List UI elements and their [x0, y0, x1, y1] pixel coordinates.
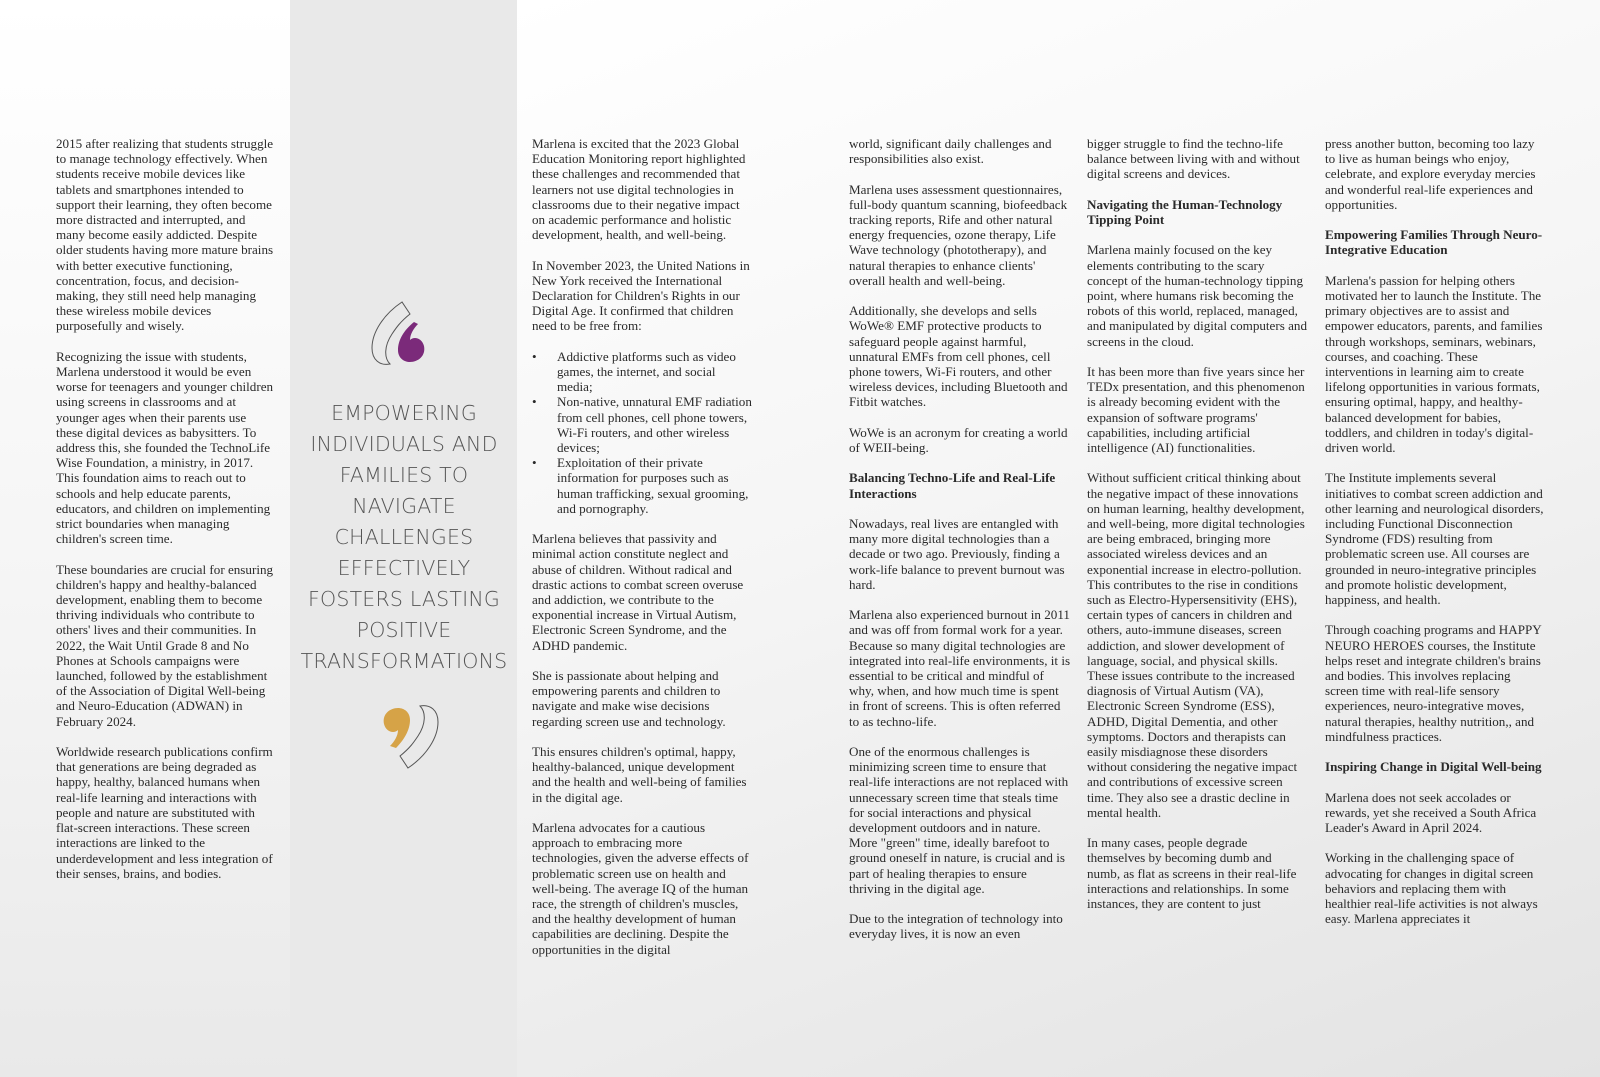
paragraph: 2015 after realizing that students struggle to manage technology effectively. When students receive mobile devices like tablets and smartphones intended to support their learning, they often become more distracted and interrupted, and many become easily addicted. Despite older students having more mature brains with better executive functioning, concentration, focus, and decision-making, they still need help managing these wireless mobile devices purposefully and wisely.: [56, 136, 274, 334]
text-column-2: [532, 136, 754, 972]
paragraph: press another button, becoming too lazy to live as human beings who enjoy, celebrate, and explore everyday mercies and wonderful real-life experiences and opportunities.: [1325, 136, 1536, 212]
paragraph: Working in the challenging space of advocating for changes in digital screen behaviors and replacing them with healthier real-life activities is not always easy. Marlena appreciates it: [1325, 850, 1538, 927]
text-column-5: [1325, 136, 1547, 942]
paragraph: This ensures children's optimal, happy, healthy-balanced, unique development and the health and well-being of families in the digital age.: [532, 744, 747, 805]
paragraph: She is passionate about helping and empowering parents and children to navigate and make wise decisions regarding screen use and technology.: [532, 668, 726, 729]
paragraph: In many cases, people degrade themselves by becoming dumb and numb, as flat as screens in their real-life interactions and relationships. In some instances, they are content to just: [1087, 835, 1297, 912]
paragraph: Through coaching programs and HAPPY NEURO HEROES courses, the Institute helps reset and integrate children's brains and bodies. This involves replacing screen time with real-life sensory experiences, neuro-integrative moves, natural therapies, healthy nutrition,, and mindfulness practices.: [1325, 622, 1542, 744]
paragraph: Marlena believes that passivity and minimal action constitute neglect and abuse of children. Without radical and drastic actions to combat screen overuse and addiction, we contribute to the exponential increase in Virtual Autism, Electronic Screen Syndrome, and the ADHD pandemic.: [532, 531, 744, 653]
text-column-3: [849, 136, 1071, 957]
paragraph: It has been more than five years since her TEDx presentation, and this phenomenon is already becoming evident with the expansion of software programs' capabilities, including artificial intelligence (AI) functionalities.: [1087, 364, 1305, 456]
paragraph: Marlena does not seek accolades or rewards, yet she received a South Africa Leader's Award in April 2024.: [1325, 789, 1537, 836]
text-column-1: [56, 136, 276, 896]
paragraph: Recognizing the issue with students, Marlena understood it would be even worse for teenagers and younger children using screens in classrooms and at younger ages when their parents use these digital devices as babysitters. To address this, she founded the TechnoLife Wise Foundation, a ministry, in 2017. This foundation aims to reach out to schools and help educate parents, educators, and children on implementing strict boundaries when managing children's screen time.: [56, 348, 274, 547]
open-quote-icon: [370, 300, 440, 370]
paragraph: Marlena is excited that the 2023 Global Education Monitoring report highlighted these challenges and recommended that learners not use digital technologies in classrooms due to their negative impact on academic performance and holistic development, health, and well-being.: [532, 136, 746, 243]
paragraph: One of the enormous challenges is minimizing screen time to ensure that real-life interactions are not replaced with unnecessary screen time that steals time for social interactions and physical development outdoors and in nature. More "green" time, ideally barefoot to ground oneself in nature, is crucial and is part of healing therapies to ensure thriving in the digital age.: [849, 744, 1069, 896]
bullet-list: [532, 349, 754, 516]
paragraph: bigger struggle to find the techno-life balance between living with and without digital screens and devices.: [1087, 136, 1300, 182]
paragraph: Worldwide research publications confirm that generations are being degraded as happy, healthy, balanced humans when real-life learning and interactions with people and nature are substituted with flat-screen interactions. These screen interactions are linked to the underdevelopment and less integration of their senses, brains, and bodies.: [56, 744, 273, 881]
list-item: • Non-native, unnatural EMF radiation from cell phones, cell phone towers, Wi-Fi routers, and other wireless devices;: [532, 394, 754, 455]
list-item: • Addictive platforms such as video games, the internet, and social media;: [532, 349, 754, 395]
paragraph: world, significant daily challenges and responsibilities also exist.: [849, 136, 1052, 167]
paragraph: Marlena uses assessment questionnaires, full-body quantum scanning, biofeedback tracking reports, Rife and other natural energy frequencies, ozone therapy, Life Wave technology (phototherapy), and natural therapies to enhance clients' overall health and well-being.: [849, 181, 1068, 288]
text-column-4: [1087, 136, 1307, 926]
paragraph: Without sufficient critical thinking about the negative impact of these innovations on human learning, healthy development, and well-being, more digital technologies are being embraced, bringing more associated wireless devices and an exponential increase in electro-pollution. This contributes to the rise in conditions such as Electro-Hypersensitivity (EHS), certain types of cancers in children and others, auto-immune diseases, screen addiction, and slower development of language, social, and physical skills. These issues contribute to the increased diagnosis of Virtual Autism (VA), Electronic Screen Syndrome (ESS), ADHD, Digital Dementia, and other symptoms. Doctors and therapists can easily misdiagnose these disorders without considering the negative impact and contributions of excessive screen time. They also see a drastic decline in mental health.: [1087, 470, 1305, 820]
paragraph: Nowadays, real lives are entangled with many more digital technologies than a decade or two ago. Previously, finding a work-life balance to prevent burnout was hard.: [849, 516, 1065, 592]
paragraph: Due to the integration of technology into everyday lives, it is now an even: [849, 911, 1063, 942]
paragraph: WoWe is an acronym for creating a world of WEII-being.: [849, 424, 1068, 456]
paragraph: Marlena advocates for a cautious approach to embracing more technologies, given the adverse effects of problematic screen use on health and well-being. The average IQ of the human race, the strength of children's muscles, and the healthy development of human capabilities are declining. Despite the opportunities in the digital: [532, 820, 749, 957]
section-heading: Inspiring Change in Digital Well-being: [1325, 759, 1542, 775]
paragraph: Additionally, she develops and sells WoWe® EMF protective products to safeguard people against harmful, unnatural EMFs from cell phones, cell phone towers, Wi-Fi routers, and other wireless devices, including Bluetooth and Fitbit watches.: [849, 303, 1068, 410]
paragraph: Marlena also experienced burnout in 2011 and was off from formal work for a year. Because so many digital technologies are integrated into real-life environments, it is essential to be critical and mindful of why, when, and how much time is spent in front of screens. This is often referred to as techno-life.: [849, 607, 1071, 729]
paragraph: The Institute implements several initiatives to combat screen addiction and other learning and neurological disorders, including Functional Disconnection Syndrome (FDS) resulting from problematic screen use. All courses are grounded in neuro-integrative principles and promote holistic development, happiness, and health.: [1325, 470, 1544, 608]
section-heading: Empowering Families Through Neuro-Integrative Education: [1325, 227, 1543, 258]
paragraph: In November 2023, the United Nations in New York received the International Declaration for Children's Rights in our Digital Age. It confirmed that children need to be free from:: [532, 257, 750, 334]
paragraph: These boundaries are crucial for ensuring children's happy and healthy-balanced development, enabling them to become thriving individuals who contribute to others' lives and their communities. In 2022, the Wait Until Grade 8 and No Phones at Schools campaigns were launched, followed by the establishment of the Association of Digital Well-being and Neuro-Education (ADWAN) in February 2024.: [56, 561, 274, 729]
paragraph: Marlena's passion for helping others motivated her to launch the Institute. The primary objectives are to assist and empower educators, parents, and families through workshops, seminars, webinars, courses, and coaching. These interventions in learning aim to create lifelong opportunities in various formats, ensuring optimal, happy, and healthy-balanced development for babies, toddlers, and children in today's digital-driven world.: [1325, 272, 1543, 456]
paragraph: Marlena mainly focused on the key elements contributing to the scary concept of the human-technology tipping point, where humans risk becoming the robots of this world, replaced, managed, and manipulated by digital computers and screens in the cloud.: [1087, 242, 1307, 349]
pull-quote: EMPOWERING INDIVIDUALS AND FAMILIES TO NAVIGATE CHALLENGES EFFECTIVELY FOSTERS LASTING POSITIVE TRANSFORMATIONS: [300, 401, 508, 673]
section-heading: Navigating the Human-Technology Tipping Point: [1087, 196, 1283, 227]
section-heading: Balancing Techno-Life and Real-Life Interactions: [849, 470, 1056, 501]
list-item: • Exploitation of their private information for purposes such as human trafficking, sexual grooming, and pornography.: [532, 455, 754, 516]
close-quote-icon: [370, 700, 440, 770]
